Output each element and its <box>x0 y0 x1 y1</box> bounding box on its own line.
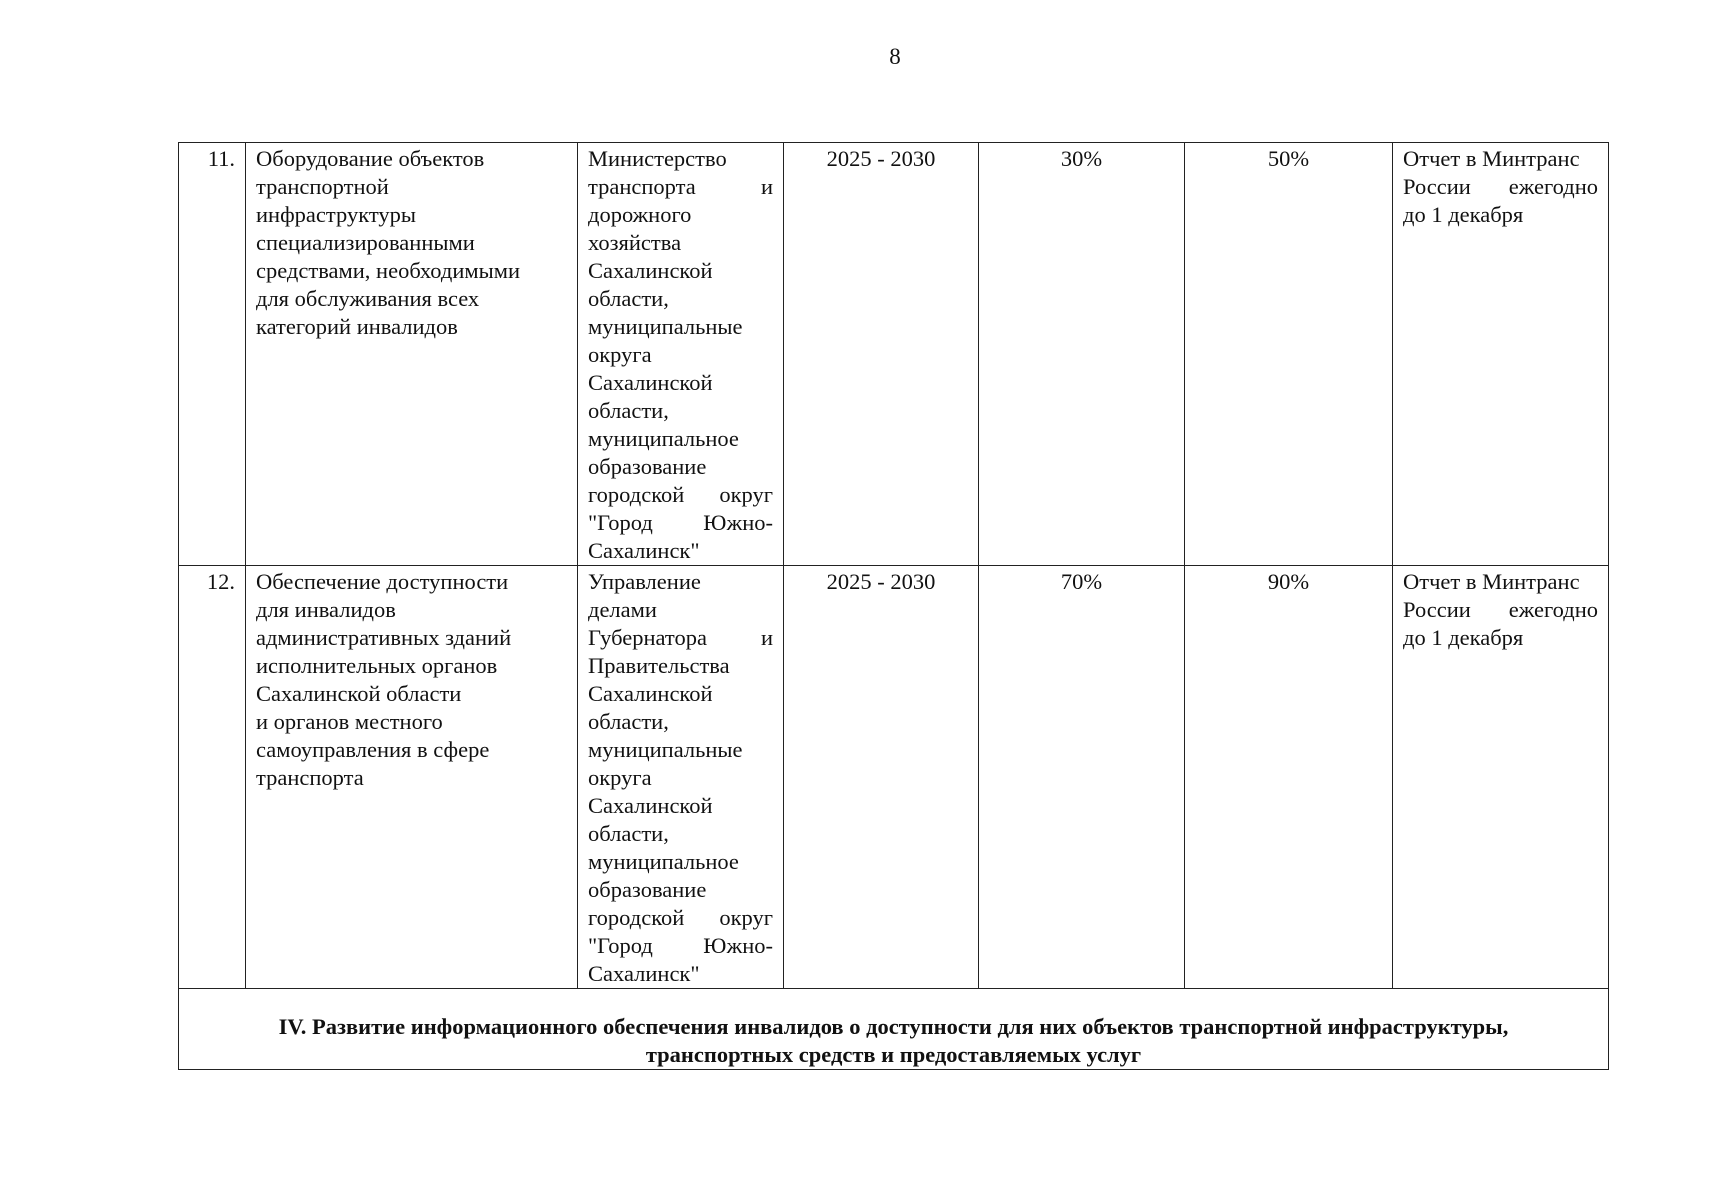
responsible-line: городской округ <box>588 905 773 930</box>
period-cell: 2025 - 2030 <box>784 143 979 566</box>
responsible-line: области, <box>588 398 669 423</box>
measure-line: Обеспечение доступности <box>256 569 509 594</box>
measure-line: инфраструктуры <box>256 202 416 227</box>
measure-line: транспортной <box>256 174 389 199</box>
responsible-line: хозяйства <box>588 230 682 255</box>
responsible-line: Сахалинск" <box>588 961 700 986</box>
responsible-line: дорожного <box>588 202 692 227</box>
responsible-line: Министерство <box>588 146 727 171</box>
report-line: до 1 декабря <box>1403 625 1524 650</box>
table-row <box>179 566 1609 989</box>
responsible-line: Сахалинской <box>588 258 713 283</box>
responsible-line: городской округ <box>588 482 773 507</box>
responsible-line: муниципальные <box>588 314 743 339</box>
measure-line: транспорта <box>256 765 364 790</box>
section-heading-row <box>179 989 1609 1070</box>
target-value-1: 30% <box>979 143 1185 566</box>
report-line: Отчет в Минтранс <box>1403 569 1580 594</box>
period-cell: 2025 - 2030 <box>784 566 979 989</box>
measure-line: для обслуживания всех <box>256 286 480 311</box>
responsible-line: Сахалинской <box>588 793 713 818</box>
measure-line: и органов местного <box>256 709 443 734</box>
responsible-line: области, <box>588 821 669 846</box>
responsible-line: округа <box>588 342 652 367</box>
report-cell <box>1393 566 1609 989</box>
responsible-line: делами <box>588 597 657 622</box>
responsible-line: муниципальное <box>588 849 739 874</box>
measure-line: исполнительных органов <box>256 653 498 678</box>
measures-table <box>178 142 1609 1070</box>
measure-line: самоуправления в сфере <box>256 737 490 762</box>
responsible-line: Сахалинской <box>588 681 713 706</box>
responsible-line: Правительства <box>588 653 730 678</box>
responsible-executors <box>578 143 784 566</box>
responsible-line: Сахалинской <box>588 370 713 395</box>
target-value-2: 90% <box>1185 566 1393 989</box>
responsible-line: образование <box>588 877 707 902</box>
report-line: России ежегодно <box>1403 174 1598 199</box>
responsible-line: муниципальное <box>588 426 739 451</box>
responsible-line: транспорта и <box>588 174 773 199</box>
responsible-line: области, <box>588 709 669 734</box>
target-value-2: 50% <box>1185 143 1393 566</box>
target-value-1: 70% <box>979 566 1185 989</box>
responsible-executors <box>578 566 784 989</box>
section-heading-line-1: IV. Развитие информационного обеспечения инвалидов о доступности для них объектов транспортной инфраструктуры, <box>278 1014 1509 1039</box>
report-line: до 1 декабря <box>1403 202 1524 227</box>
page-number: 8 <box>889 44 901 69</box>
section-heading-line-2: транспортных средств и предоставляемых услуг <box>645 1042 1142 1067</box>
row-number: 11. <box>179 143 246 566</box>
responsible-line: образование <box>588 454 707 479</box>
measure-line: для инвалидов <box>256 597 396 622</box>
responsible-line: округа <box>588 765 652 790</box>
measure-line: Оборудование объектов <box>256 146 485 171</box>
measure-description <box>246 143 578 566</box>
section-heading <box>179 989 1609 1070</box>
responsible-line: Управление <box>588 569 701 594</box>
report-line: Отчет в Минтранс <box>1403 146 1580 171</box>
responsible-line: "Город Южно- <box>588 933 773 958</box>
measure-line: категорий инвалидов <box>256 314 458 339</box>
responsible-line: Губернатора и <box>588 625 773 650</box>
measure-description <box>246 566 578 989</box>
measure-line: Сахалинской области <box>256 681 462 706</box>
table-row <box>179 143 1609 566</box>
responsible-line: муниципальные <box>588 737 743 762</box>
report-cell <box>1393 143 1609 566</box>
responsible-line: "Город Южно- <box>588 510 773 535</box>
report-line: России ежегодно <box>1403 597 1598 622</box>
measure-line: административных зданий <box>256 625 512 650</box>
measure-line: средствами, необходимыми <box>256 258 521 283</box>
measure-line: специализированными <box>256 230 475 255</box>
responsible-line: Сахалинск" <box>588 538 700 563</box>
responsible-line: области, <box>588 286 669 311</box>
row-number: 12. <box>179 566 246 989</box>
